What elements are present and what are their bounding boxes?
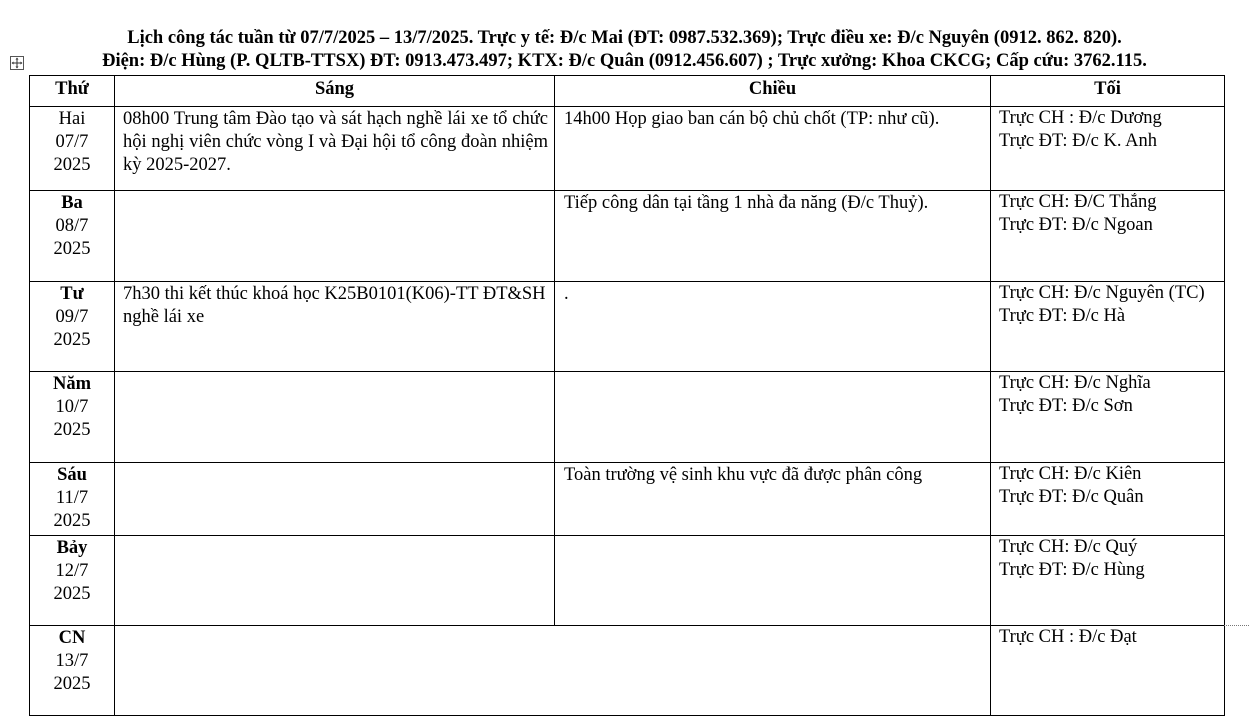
day-date: 07/7	[55, 132, 89, 152]
evening-cell[interactable]	[991, 191, 1225, 282]
evening-duty-dt: Trực ĐT: Đ/c Ngoan	[999, 215, 1153, 235]
evening-duty-dt: Trực ĐT: Đ/c Hà	[999, 306, 1126, 326]
afternoon-cell[interactable]: Toàn trường vệ sinh khu vực đã được phân công	[555, 463, 991, 536]
day-date: 11/7	[55, 488, 89, 508]
day-name: Năm	[52, 374, 92, 394]
column-header-chieu: Chiều	[555, 76, 991, 107]
table-row	[30, 626, 1225, 716]
day-name: Tư	[60, 284, 84, 304]
morning-cell[interactable]: 7h30 thi kết thúc khoá học K25B0101(K06)-TT ĐT&SH nghề lái xe	[115, 282, 555, 372]
evening-duty-ch: Trực CH : Đ/c Đạt	[999, 627, 1137, 647]
evening-duty-dt: Trực ĐT: Đ/c Quân	[999, 487, 1144, 507]
day-cell	[30, 282, 115, 372]
column-header-toi: Tối	[991, 76, 1225, 107]
day-year: 2025	[53, 155, 91, 175]
evening-cell[interactable]	[991, 463, 1225, 536]
day-year: 2025	[53, 330, 91, 350]
afternoon-cell[interactable]: 14h00 Họp giao ban cán bộ chủ chốt (TP: như cũ).	[555, 107, 991, 191]
evening-duty-ch: Trực CH: Đ/c Nguyên (TC)	[999, 283, 1205, 303]
schedule-title: Lịch công tác tuần từ 07/7/2025 – 13/7/2025. Trực y tế: Đ/c Mai (ĐT: 0987.532.369); Trực điều xe: Đ/c Nguyên (0912. 862. 820).	[127, 28, 1122, 48]
table-row	[30, 107, 1225, 191]
evening-duty-ch: Trực CH: Đ/C Thắng	[999, 192, 1157, 212]
day-year: 2025	[53, 584, 91, 604]
day-date: 13/7	[55, 651, 89, 671]
afternoon-cell[interactable]: .	[555, 282, 991, 372]
evening-duty-ch: Trực CH: Đ/c Kiên	[999, 464, 1142, 484]
day-cell	[30, 626, 115, 716]
morning-cell[interactable]	[115, 372, 555, 463]
day-year: 2025	[53, 239, 91, 259]
afternoon-cell[interactable]	[555, 372, 991, 463]
evening-cell[interactable]	[991, 282, 1225, 372]
morning-cell[interactable]	[115, 191, 555, 282]
day-cell	[30, 463, 115, 536]
day-date: 10/7	[55, 397, 89, 417]
evening-duty-dt: Trực ĐT: Đ/c Hùng	[999, 560, 1145, 580]
day-date: 09/7	[55, 307, 89, 327]
weekly-schedule-table	[29, 75, 1225, 716]
text-boundary-line	[1224, 625, 1249, 626]
day-cell	[30, 372, 115, 463]
morning-cell[interactable]	[115, 463, 555, 536]
day-name: Sáu	[57, 465, 87, 485]
evening-duty-ch: Trực CH : Đ/c Dương	[999, 108, 1162, 128]
evening-duty-ch: Trực CH: Đ/c Nghĩa	[999, 373, 1151, 393]
column-header-thu: Thứ	[30, 76, 115, 107]
day-name: Hai	[58, 109, 86, 129]
duty-contacts-line: Điện: Đ/c Hùng (P. QLTB-TTSX) ĐT: 0913.473.497; KTX: Đ/c Quân (0912.456.607) ; Trực xưởng: Khoa CKCG; Cấp cứu: 3762.115.	[102, 51, 1147, 71]
morning-cell[interactable]: 08h00 Trung tâm Đào tạo và sát hạch nghề lái xe tổ chức hội nghị viên chức vòng I và Đại hội tổ công đoàn nhiệm kỳ 2025-2027.	[115, 107, 555, 191]
evening-duty-ch: Trực CH: Đ/c Quý	[999, 537, 1138, 557]
day-cell	[30, 536, 115, 626]
table-row	[30, 536, 1225, 626]
merged-day-cell[interactable]	[115, 626, 991, 716]
day-cell	[30, 107, 115, 191]
table-row	[30, 191, 1225, 282]
evening-duty-dt: Trực ĐT: Đ/c Sơn	[999, 396, 1133, 416]
day-cell	[30, 191, 115, 282]
day-year: 2025	[53, 420, 91, 440]
day-year: 2025	[53, 511, 91, 531]
column-header-sang: Sáng	[115, 76, 555, 107]
table-header-row	[30, 76, 1225, 107]
evening-cell[interactable]	[991, 107, 1225, 191]
day-date: 08/7	[55, 216, 89, 236]
evening-cell[interactable]	[991, 626, 1225, 716]
day-year: 2025	[53, 674, 91, 694]
day-name: CN	[58, 628, 86, 648]
afternoon-cell[interactable]: Tiếp công dân tại tầng 1 nhà đa năng (Đ/c Thuỷ).	[555, 191, 991, 282]
evening-duty-dt: Trực ĐT: Đ/c K. Anh	[999, 131, 1157, 151]
evening-cell[interactable]	[991, 372, 1225, 463]
day-date: 12/7	[55, 561, 89, 581]
day-name: Bảy	[56, 538, 88, 558]
table-row	[30, 282, 1225, 372]
evening-cell[interactable]	[991, 536, 1225, 626]
day-name: Ba	[61, 193, 83, 213]
afternoon-cell[interactable]	[555, 536, 991, 626]
morning-cell[interactable]	[115, 536, 555, 626]
table-row	[30, 372, 1225, 463]
table-row	[30, 463, 1225, 536]
